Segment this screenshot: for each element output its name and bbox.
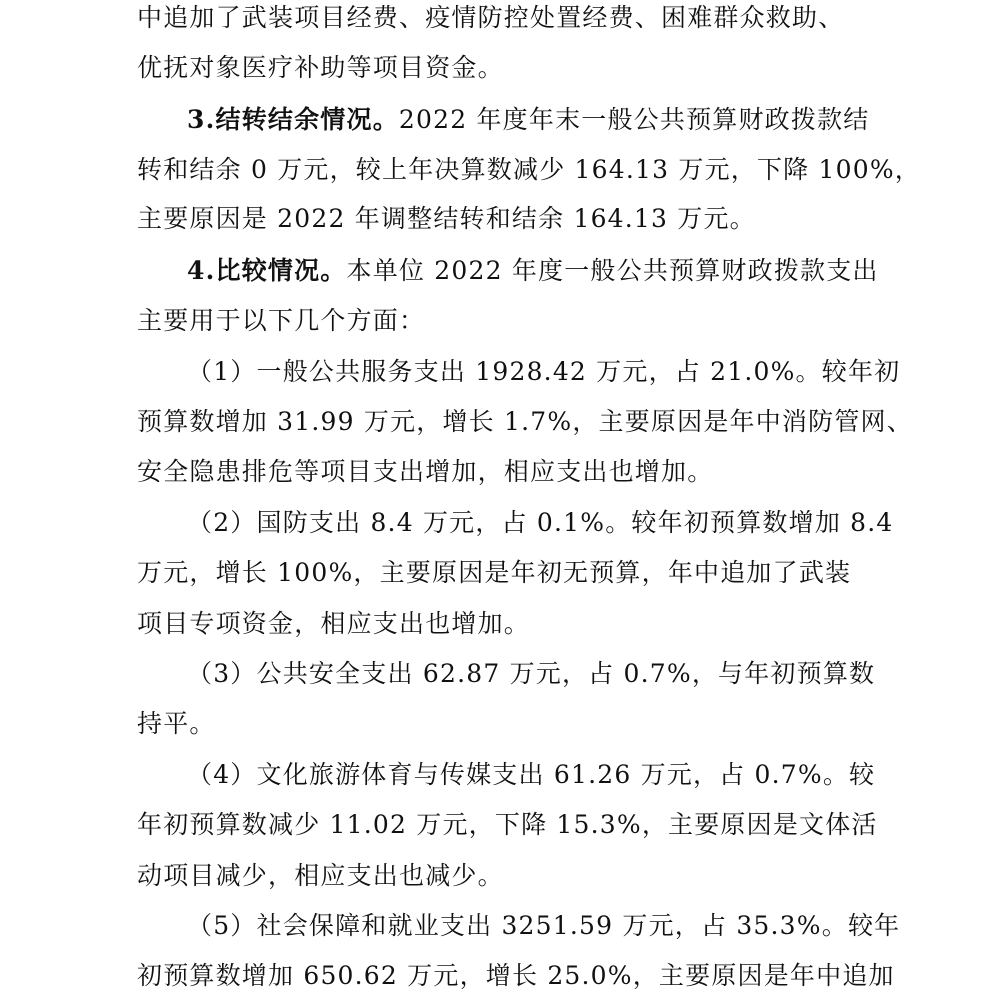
text-line (137, 406, 913, 438)
text-run: 主要用于以下几个方面： (137, 306, 426, 335)
text-run: 项目专项资金，相应支出也增加。 (137, 609, 531, 638)
text-run: 转和结余 0 万元，较上年决算数减少 164.13 万元，下降 100%， (137, 155, 921, 184)
text-line (137, 456, 713, 488)
text-run: 年初预算数减少 11.02 万元，下降 15.3%，主要原因是文体活 (137, 810, 878, 839)
text-run: 本单位 2022 年度一般公共预算财政拨款支出 (346, 256, 879, 285)
text-line (137, 708, 216, 740)
text-line (137, 860, 504, 892)
text-run: 主要原因是 2022 年调整结转和结余 164.13 万元。 (137, 204, 756, 233)
text-run: 安全隐患排危等项目支出增加，相应支出也增加。 (137, 457, 714, 486)
heading-line (187, 104, 869, 136)
text-run: 初预算数增加 650.62 万元，增长 25.0%，主要原因是年中追加 (137, 961, 895, 990)
text-line (187, 658, 875, 690)
text-run: 中追加了武装项目经费、疫情防控处置经费、困难群众救助、 (137, 3, 845, 32)
text-line (137, 203, 756, 235)
text-line (137, 52, 504, 84)
section-heading: 3.结转结余情况。 (187, 105, 399, 134)
text-line (137, 305, 425, 337)
text-run: 万元，增长 100%，主要原因是年初无预算，年中追加了武装 (137, 558, 852, 587)
text-run: 2022 年度年末一般公共预算财政拨款结 (398, 105, 870, 134)
text-line (137, 2, 844, 34)
heading-line (187, 255, 879, 287)
text-line (137, 154, 921, 186)
text-run: （4）文化旅游体育与传媒支出 61.26 万元，占 0.7%。较 (187, 760, 876, 789)
text-run: 动项目减少，相应支出也减少。 (137, 861, 504, 890)
text-line (187, 507, 894, 539)
text-run: （2）国防支出 8.4 万元，占 0.1%。较年初预算数增加 8.4 (187, 508, 894, 537)
text-line (187, 759, 875, 791)
text-run: （5）社会保障和就业支出 3251.59 万元，占 35.3%。较年 (187, 911, 901, 940)
text-run: （3）公共安全支出 62.87 万元，占 0.7%，与年初预算数 (187, 659, 876, 688)
text-line (137, 557, 851, 589)
section-heading: 4.比较情况。 (187, 256, 347, 285)
text-run: （1）一般公共服务支出 1928.42 万元，占 21.0%。较年初 (187, 357, 901, 386)
text-run: 持平。 (137, 709, 216, 738)
text-line (137, 809, 878, 841)
text-line (137, 608, 530, 640)
text-line (137, 960, 895, 992)
text-line (187, 910, 900, 942)
text-run: 预算数增加 31.99 万元，增长 1.7%，主要原因是年中消防管网、 (137, 407, 913, 436)
text-run: 优抚对象医疗补助等项目资金。 (137, 53, 504, 82)
text-line (187, 356, 900, 388)
